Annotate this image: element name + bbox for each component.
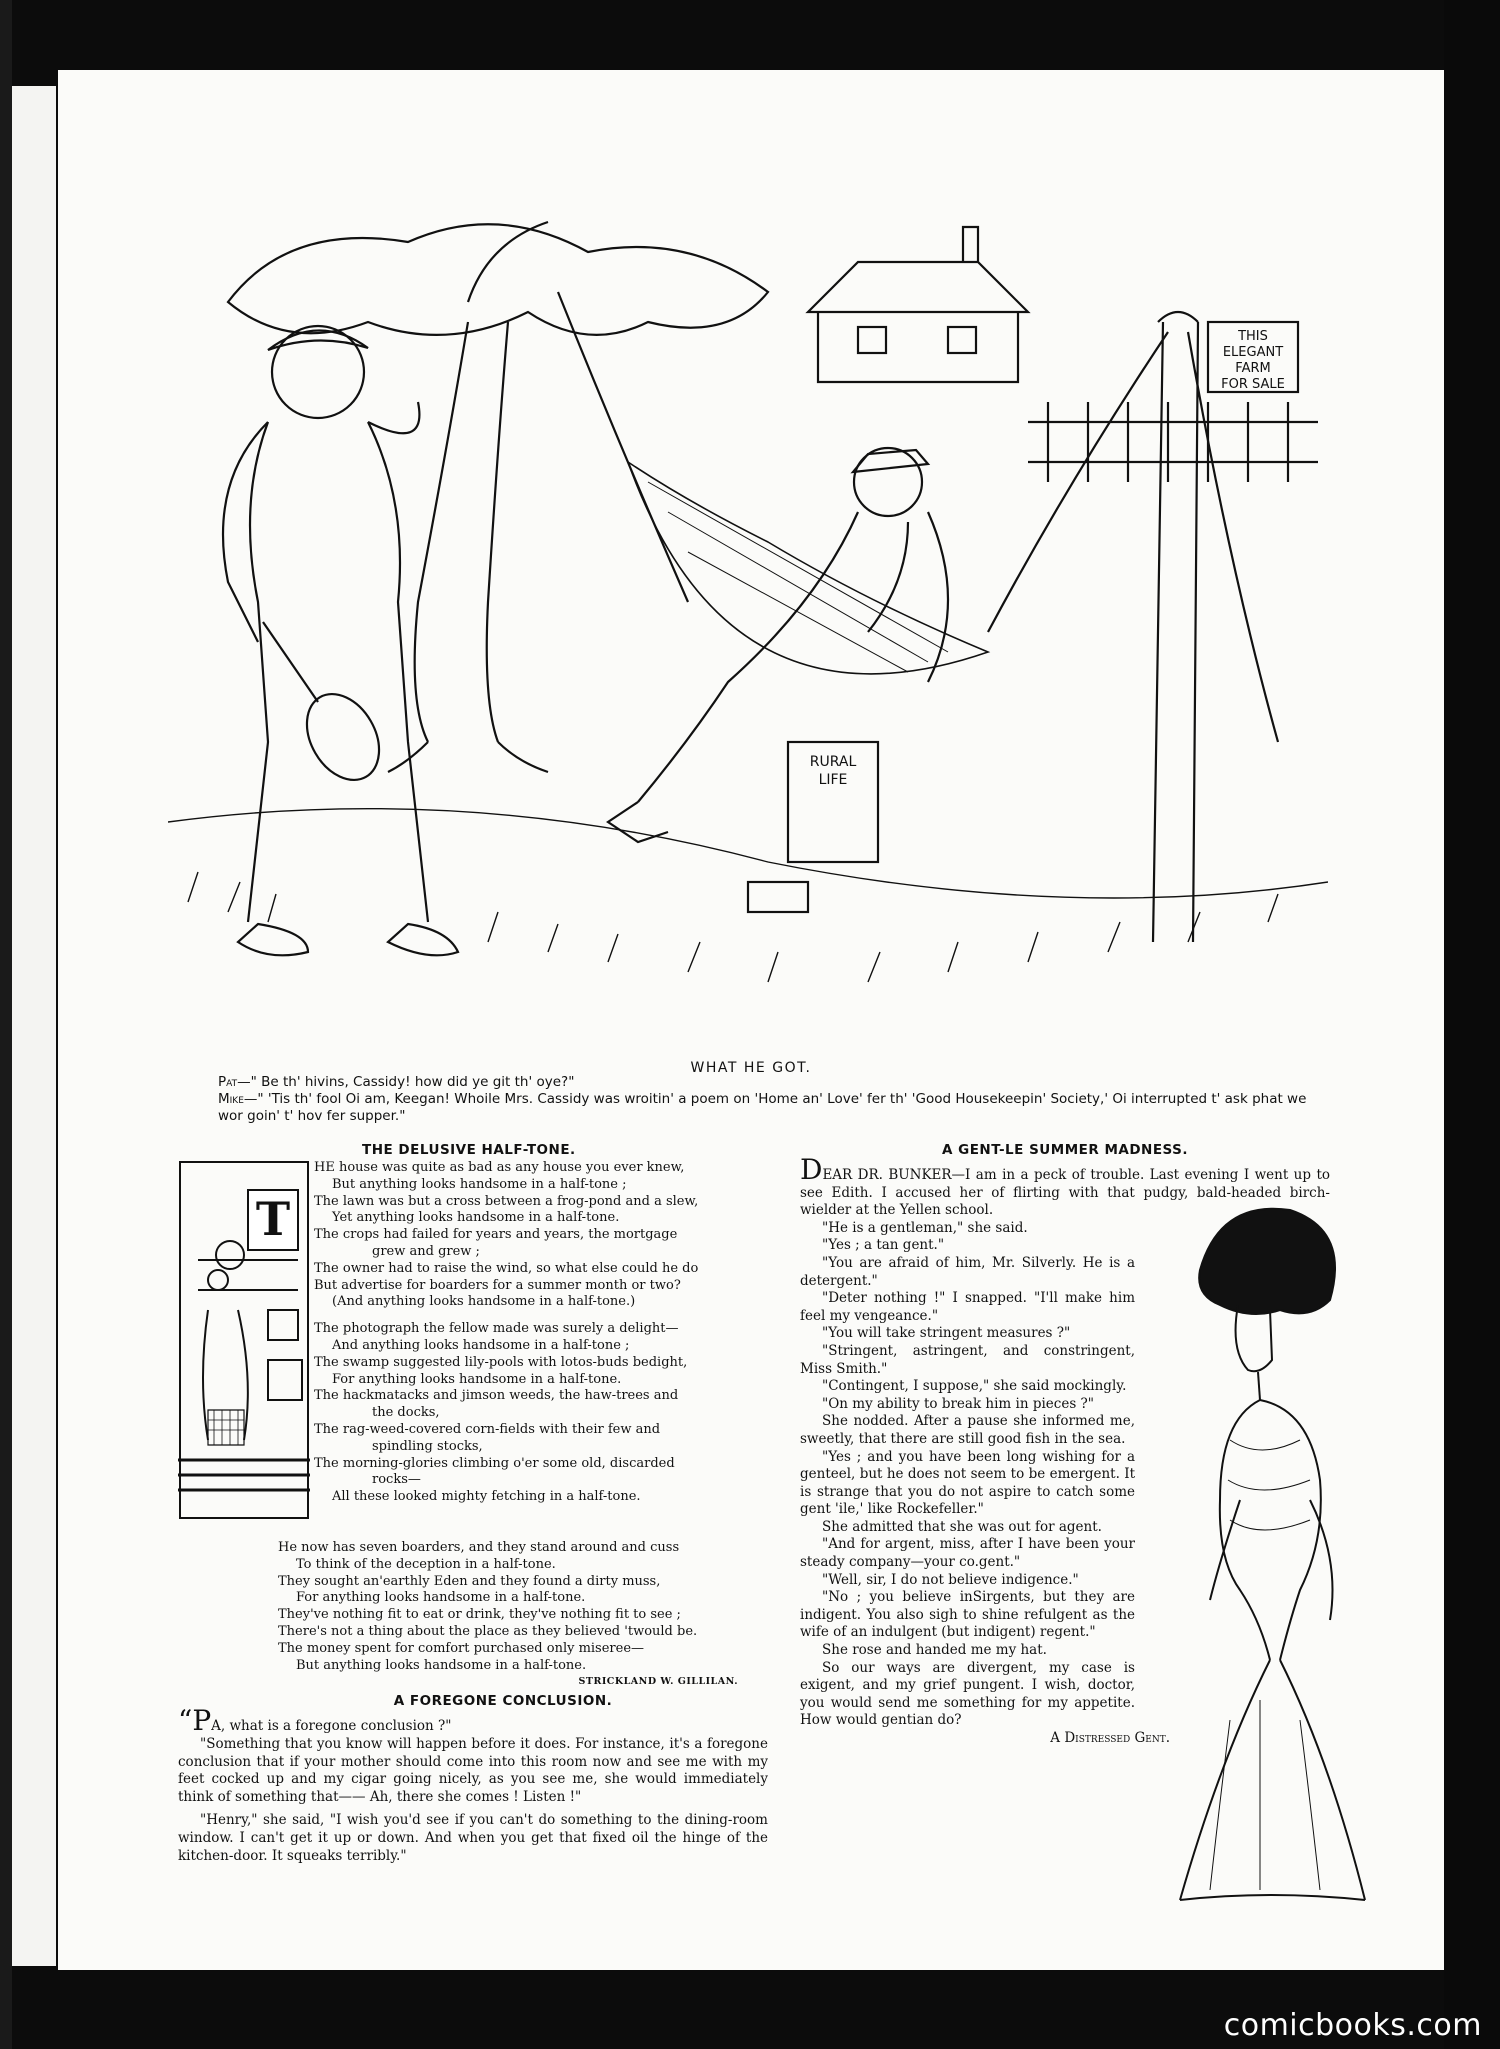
poem-line: The lawn was but a cross between a frog-pond and a slew, [314,1193,699,1209]
madness-paragraph: "Well, sir, I do not believe indigence." [822,1571,1079,1588]
speaker-name: Pat [218,1074,238,1090]
poem-line: The photograph the fellow made was surely a delight— [314,1321,679,1337]
poem-stanzas-1-2 [314,1160,774,1506]
left-column [178,1142,768,1865]
madness-paragraph: "You are afraid of him, Mr. Silverly. He is a detergent." [800,1254,1135,1289]
foregone-paragraph: "Henry," she said, "I wish you'd see if you can't do something to the dining-room window. I can't get it up or down. And when you get that fixed oil the hinge of the kitchen-door. It squeaks terribly." [178,1812,768,1864]
speaker-name: Mike [218,1091,244,1107]
speaker-line: —" 'Tis th' fool Oi am, Keegan! Whoile Mrs. Cassidy was wroitin' a poem on 'Home an' Love' fer th' 'Good Housekeepin' Society,' Oi interrupted t' ask phat we wor goin' t' hov fer supper." [218,1091,1307,1124]
madness-paragraph: She nodded. After a pause she informed me, sweetly, that there are still good fish in the sea. [800,1413,1135,1447]
madness-paragraph: "And for argent, miss, after I have been your steady company—your co.gent." [800,1536,1135,1571]
poem-line: And anything looks handsome in a half-tone ; [332,1337,630,1353]
poem-line: All these looked mighty fetching in a half-tone. [332,1489,641,1505]
poem-line: grew and grew ; [372,1243,480,1259]
sign-text-line-4: FOR SALE [1221,377,1285,392]
foregone-first-paragraph [178,1704,768,1738]
foregone-title: A FOREGONE CONCLUSION. [393,1693,613,1710]
poem-line: rocks— [372,1472,421,1488]
foregone-text [178,1704,768,1865]
madness-paragraph: "Deter nothing !" I snapped. "I'll make him feel my vengeance." [800,1290,1135,1324]
poem-line: The hackmatacks and jimson weeds, the haw-trees and [314,1388,679,1404]
half-tone-vignette-illustration [178,1160,310,1520]
madness-paragraph: So our ways are divergent, my case is exigent, and my grief pungent. I wish, doctor, you would send me something for my appetite. How would gentian do? [800,1659,1135,1729]
madness-paragraph: She admitted that she was out for agent. [822,1518,1102,1535]
poem-title: THE DELUSIVE HALF-TONE. [362,1142,576,1158]
madness-paragraph: "Contingent, I suppose," she said mockingly. [822,1378,1127,1395]
poem-line: For anything looks handsome in a half-tone. [296,1590,586,1606]
open-quote: “ [178,1704,193,1738]
madness-paragraph: She rose and handed me my hat. [822,1642,1047,1659]
madness-signature: A Distressed Gent. [1050,1730,1170,1746]
poem-line: He now has seven boarders, and they stand around and cuss [278,1540,680,1555]
poem-initial-letter: T [255,1192,291,1246]
madness-paragraph: "Stringent, astringent, and constringent, Miss Smith." [800,1342,1135,1377]
madness-paragraph: "He is a gentleman," she said. [822,1219,1028,1236]
poem-line: The morning-glories climbing o'er some old, discarded [314,1455,675,1471]
left-binding-edge [0,0,12,2049]
poem-line: The rag-weed-covered corn-fields with their few and [314,1421,661,1437]
paragraph-text: EAR DR. BUNKER—I am in a peck of trouble. Last evening I went up to see Edith. I accused her of flirting with that pudgy, bald-headed birch-wielder at the Yellen school. [800,1167,1330,1219]
magazine-label-rural: RURAL [809,754,857,770]
madness-paragraph: "You will take stringent measures ?" [822,1325,1071,1342]
sign-text-line-1: THIS [1238,329,1268,344]
magazine-page [58,70,1444,1970]
poem-line: The crops had failed for years and years, the mortgage [314,1227,678,1243]
facing-page-edge [12,86,56,1966]
poem-byline: STRICKLAND W. GILLILAN. [578,1676,738,1688]
madness-title: A GENT-LE SUMMER MADNESS. [941,1142,1189,1158]
drop-cap-letter: P [192,1704,212,1738]
foregone-paragraph: "Something that you know will happen before it does. For instance, it's a foregone conclusion that if your mother should come into this room now and see me with my feet cocked up and my cigar going nicely, as you see me, she would immediately think of something that—— Ah, there she comes ! Listen !" [178,1735,768,1805]
poem-stanza-3 [278,1540,768,1674]
speaker-line: —" Be th' hivins, Cassidy! how did ye git th' oye?" [237,1074,575,1090]
madness-paragraph: "Yes ; and you have been long wishing for a genteel, but he does not seem to be emergent. It is strange that you do not aspire to catch some gent 'ile,' like Rockefeller." [800,1448,1135,1518]
madness-paragraph: "Yes ; a tan gent." [822,1237,945,1254]
sign-text-line-3: FARM [1235,361,1271,376]
poem-line: There's not a thing about the place as they believed 'twould be. [278,1623,698,1639]
site-logo: comicbooks.com [1223,2008,1482,2043]
poem-line: They've nothing fit to eat or drink, they've nothing fit to see ; [278,1607,681,1623]
magazine-label-life: LIFE [818,772,848,788]
drop-cap-letter: D [800,1153,823,1186]
poem-line: But anything looks handsome in a half-tone ; [332,1176,627,1192]
gibson-girl-illustration [1160,1200,1370,1910]
poem-line: (And anything looks handsome in a half-tone.) [332,1294,636,1310]
paragraph-text: A, what is a foregone conclusion ?" [211,1718,452,1735]
poem-line: The swamp suggested lily-pools with lotos-buds bedight, [314,1354,688,1370]
dialog-line-mike [218,1091,1318,1125]
sign-text-line-2: ELEGANT [1222,345,1284,360]
madness-paragraph: "No ; you believe inSirgents, but they are indigent. You also sigh to shine refulgent as the wife of an indulgent (but indigent) regent." [800,1589,1135,1641]
poem-line: For anything looks handsome in a half-tone. [332,1371,622,1387]
poem-line: Yet anything looks handsome in a half-tone. [332,1210,620,1226]
poem-first-line: HE house was quite as bad as any house you ever knew, [314,1160,685,1175]
poem-line: To think of the deception in a half-tone. [296,1556,556,1572]
cartoon-caption-title: WHAT HE GOT. [690,1060,812,1076]
poem-line: The owner had to raise the wind, so what else could he do [314,1260,699,1276]
poem-line: the docks, [372,1405,440,1421]
hammock-cartoon-illustration [168,182,1328,1042]
cartoon-dialog [218,1074,1318,1125]
text-beside-figure [800,1220,1135,1730]
poem-line: But advertise for boarders for a summer month or two? [314,1277,681,1293]
poem-with-vignette [178,1160,768,1540]
madness-paragraph: "On my ability to break him in pieces ?" [822,1395,1094,1412]
right-margin-strip [1444,0,1500,2049]
poem-line: spindling stocks, [372,1438,483,1454]
poem-line: But anything looks handsome in a half-tone. [296,1657,587,1673]
dialog-line-pat [218,1074,1318,1091]
stanza-gap [314,1311,774,1321]
poem-line: The money spent for comfort purchased only miseree— [278,1640,645,1656]
poem-line: They sought an'earthly Eden and they found a dirty muss, [278,1573,661,1589]
